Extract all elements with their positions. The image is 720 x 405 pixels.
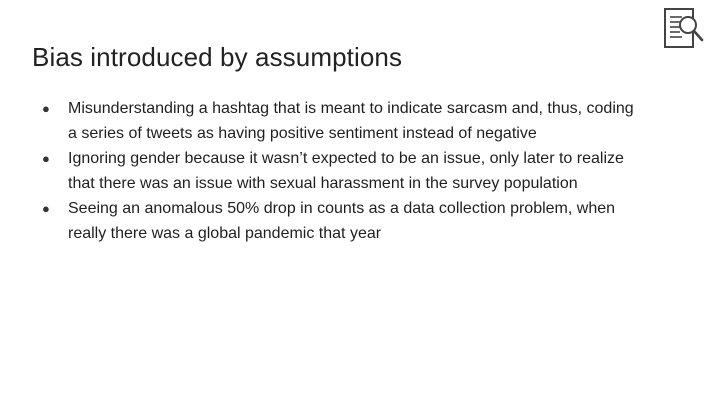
list-item <box>42 146 642 196</box>
list-item <box>42 96 642 146</box>
bullet-icon: ● <box>42 101 50 116</box>
bullet-icon: ● <box>42 201 50 216</box>
slide-title: Bias introduced by assumptions <box>32 42 403 72</box>
bullet-list <box>42 96 642 246</box>
list-item <box>42 196 642 246</box>
bullet-icon: ● <box>42 151 50 166</box>
document-magnifier-icon <box>660 6 708 52</box>
bullet-text: Misunderstanding a hashtag that is meant to indicate sarcasm and, thus, coding a series of tweets as having positive sentiment instead of negative <box>68 100 634 142</box>
bullet-text: Ignoring gender because it wasn’t expected to be an issue, only later to realize that there was an issue with sexual harassment in the survey population <box>68 150 624 192</box>
bullet-text: Seeing an anomalous 50% drop in counts as a data collection problem, when really there was a global pandemic that year <box>68 200 616 242</box>
